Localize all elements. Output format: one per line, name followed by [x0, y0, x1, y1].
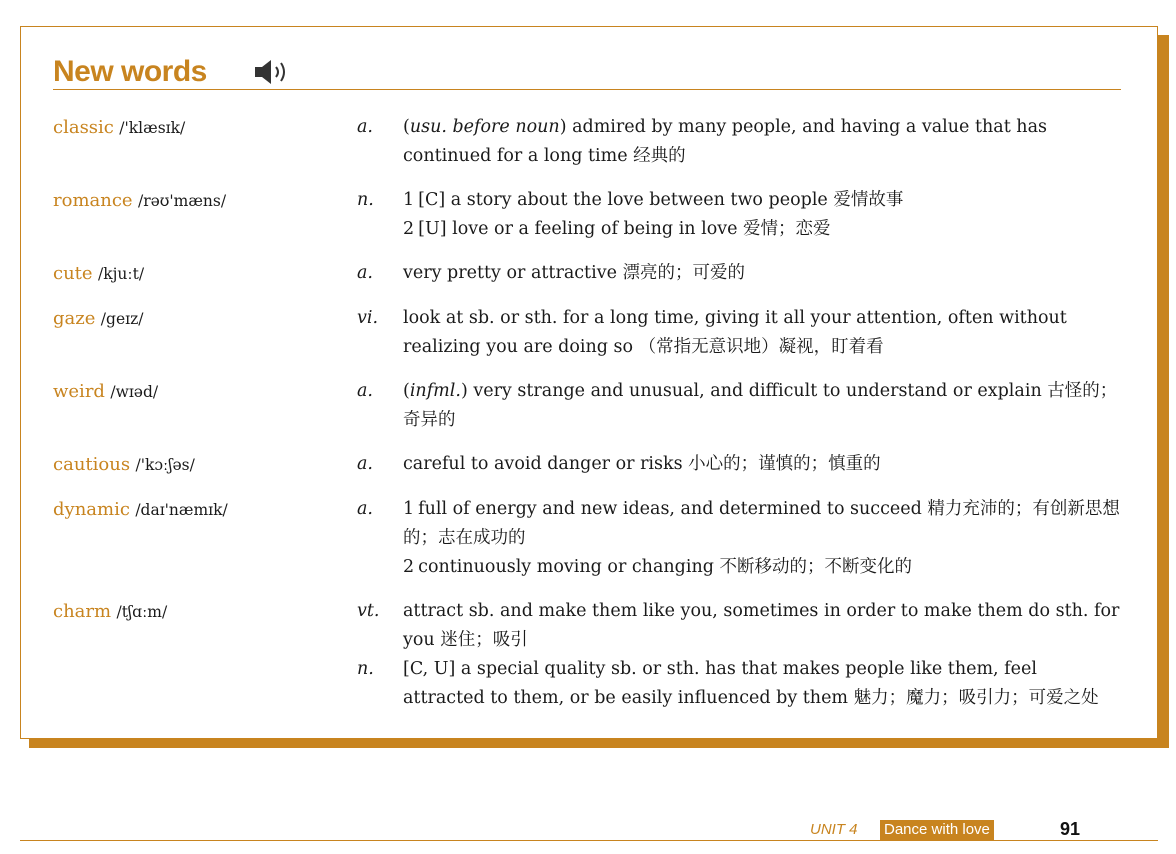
headword-column	[53, 259, 357, 289]
word-entry	[53, 377, 1123, 435]
unit-title: Dance with love	[880, 820, 994, 840]
definition-text: careful to avoid danger or risks 小心的；谨慎的；慎重的	[403, 454, 881, 474]
definition	[403, 450, 1123, 479]
headword: weird	[53, 381, 105, 402]
definition	[403, 597, 1123, 655]
page-number: 91	[1060, 819, 1081, 839]
definition	[403, 215, 1123, 244]
definition	[403, 553, 1123, 582]
definition-text: [C, U] a special quality sb. or sth. has that makes people like them, feel attracted to them, or be easily influenced by them 魅力；魔力；吸引力；可爱之处	[403, 659, 1099, 708]
definition-text: attract sb. and make them like you, sometimes in order to make them do sth. for you 迷住；吸引	[403, 601, 1120, 650]
part-of-speech: vi.	[357, 308, 379, 328]
senses	[357, 450, 1123, 480]
headword-column	[53, 495, 357, 582]
senses	[357, 259, 1123, 289]
definition-text: (infml.) very strange and unusual, and difficult to understand or explain 古怪的；奇异的	[403, 381, 1118, 430]
sense-number: 2	[403, 557, 415, 577]
word-entry	[53, 186, 1123, 244]
phonetic: /'kɔːʃəs/	[135, 456, 195, 474]
sense-number: 2	[403, 219, 415, 239]
sense	[357, 655, 1123, 713]
sense	[357, 553, 1123, 582]
sense	[357, 215, 1123, 244]
definition-text: full of energy and new ideas, and determined to succeed 精力充沛的；有创新思想的；志在成功的	[403, 499, 1120, 548]
headword-column	[53, 113, 357, 171]
definition	[403, 495, 1123, 553]
word-list	[53, 113, 1123, 713]
definition-text: very pretty or attractive 漂亮的；可爱的	[403, 263, 745, 283]
definition	[403, 186, 1123, 215]
phonetic: /wɪəd/	[110, 383, 159, 401]
part-of-speech: a.	[357, 499, 373, 519]
section-header	[53, 53, 1121, 91]
unit-label: UNIT 4	[810, 821, 858, 838]
sense	[357, 259, 1123, 288]
part-of-speech: vt.	[357, 601, 380, 621]
phonetic: /tʃɑːm/	[116, 603, 168, 621]
headword: dynamic	[53, 499, 130, 520]
part-of-speech: a.	[357, 381, 373, 401]
headword-column	[53, 304, 357, 362]
definition	[403, 377, 1123, 435]
senses	[357, 186, 1123, 244]
new-words-panel	[20, 26, 1158, 739]
headword: romance	[53, 190, 133, 211]
headword: charm	[53, 601, 112, 622]
word-entry	[53, 113, 1123, 171]
word-entry	[53, 304, 1123, 362]
definition	[403, 113, 1123, 171]
definition-text: continuously moving or changing 不断移动的；不断变化的	[418, 557, 912, 577]
speaker-icon[interactable]	[252, 57, 296, 87]
header-rule	[53, 89, 1121, 90]
sense-number: 1	[403, 190, 415, 210]
sense	[357, 304, 1123, 362]
part-of-speech: n.	[357, 659, 374, 679]
sense	[357, 186, 1123, 215]
word-entry	[53, 597, 1123, 713]
sense	[357, 597, 1123, 655]
part-of-speech: a.	[357, 263, 373, 283]
definition-text: [U] love or a feeling of being in love 爱情；恋爱	[418, 219, 831, 239]
senses	[357, 304, 1123, 362]
senses	[357, 113, 1123, 171]
section-title: New words	[53, 55, 207, 88]
part-of-speech: n.	[357, 190, 374, 210]
word-entry	[53, 450, 1123, 480]
headword-column	[53, 597, 357, 713]
part-of-speech: a.	[357, 454, 373, 474]
headword-column	[53, 186, 357, 244]
phonetic: /rəʊ'mæns/	[137, 192, 227, 210]
sense	[357, 377, 1123, 435]
headword: cute	[53, 263, 93, 284]
definition-text: (usu. before noun) admired by many people, and having a value that has continued for a long time 经典的	[403, 117, 1047, 166]
sense	[357, 495, 1123, 553]
definition	[403, 259, 1123, 288]
senses	[357, 597, 1123, 713]
footer-rule	[20, 840, 1158, 841]
headword: cautious	[53, 454, 131, 475]
part-of-speech	[357, 215, 403, 244]
phonetic: /geɪz/	[100, 310, 144, 328]
headword: classic	[53, 117, 114, 138]
definition	[403, 304, 1123, 362]
sense	[357, 450, 1123, 479]
definition-text: look at sb. or sth. for a long time, giving it all your attention, often without realizing you are doing so （常指无意识地）凝视，盯着看	[403, 308, 1067, 357]
headword-column	[53, 450, 357, 480]
sense	[357, 113, 1123, 171]
part-of-speech	[357, 553, 403, 582]
phonetic: /'klæsɪk/	[119, 119, 186, 137]
senses	[357, 377, 1123, 435]
word-entry	[53, 495, 1123, 582]
headword: gaze	[53, 308, 96, 329]
senses	[357, 495, 1123, 582]
phonetic: /daɪ'næmɪk/	[135, 501, 228, 519]
word-entry	[53, 259, 1123, 289]
part-of-speech: a.	[357, 117, 373, 137]
sense-number: 1	[403, 499, 415, 519]
definition	[403, 655, 1123, 713]
phonetic: /kjuːt/	[97, 265, 145, 283]
definition-text: [C] a story about the love between two people 爱情故事	[418, 190, 904, 210]
headword-column	[53, 377, 357, 435]
